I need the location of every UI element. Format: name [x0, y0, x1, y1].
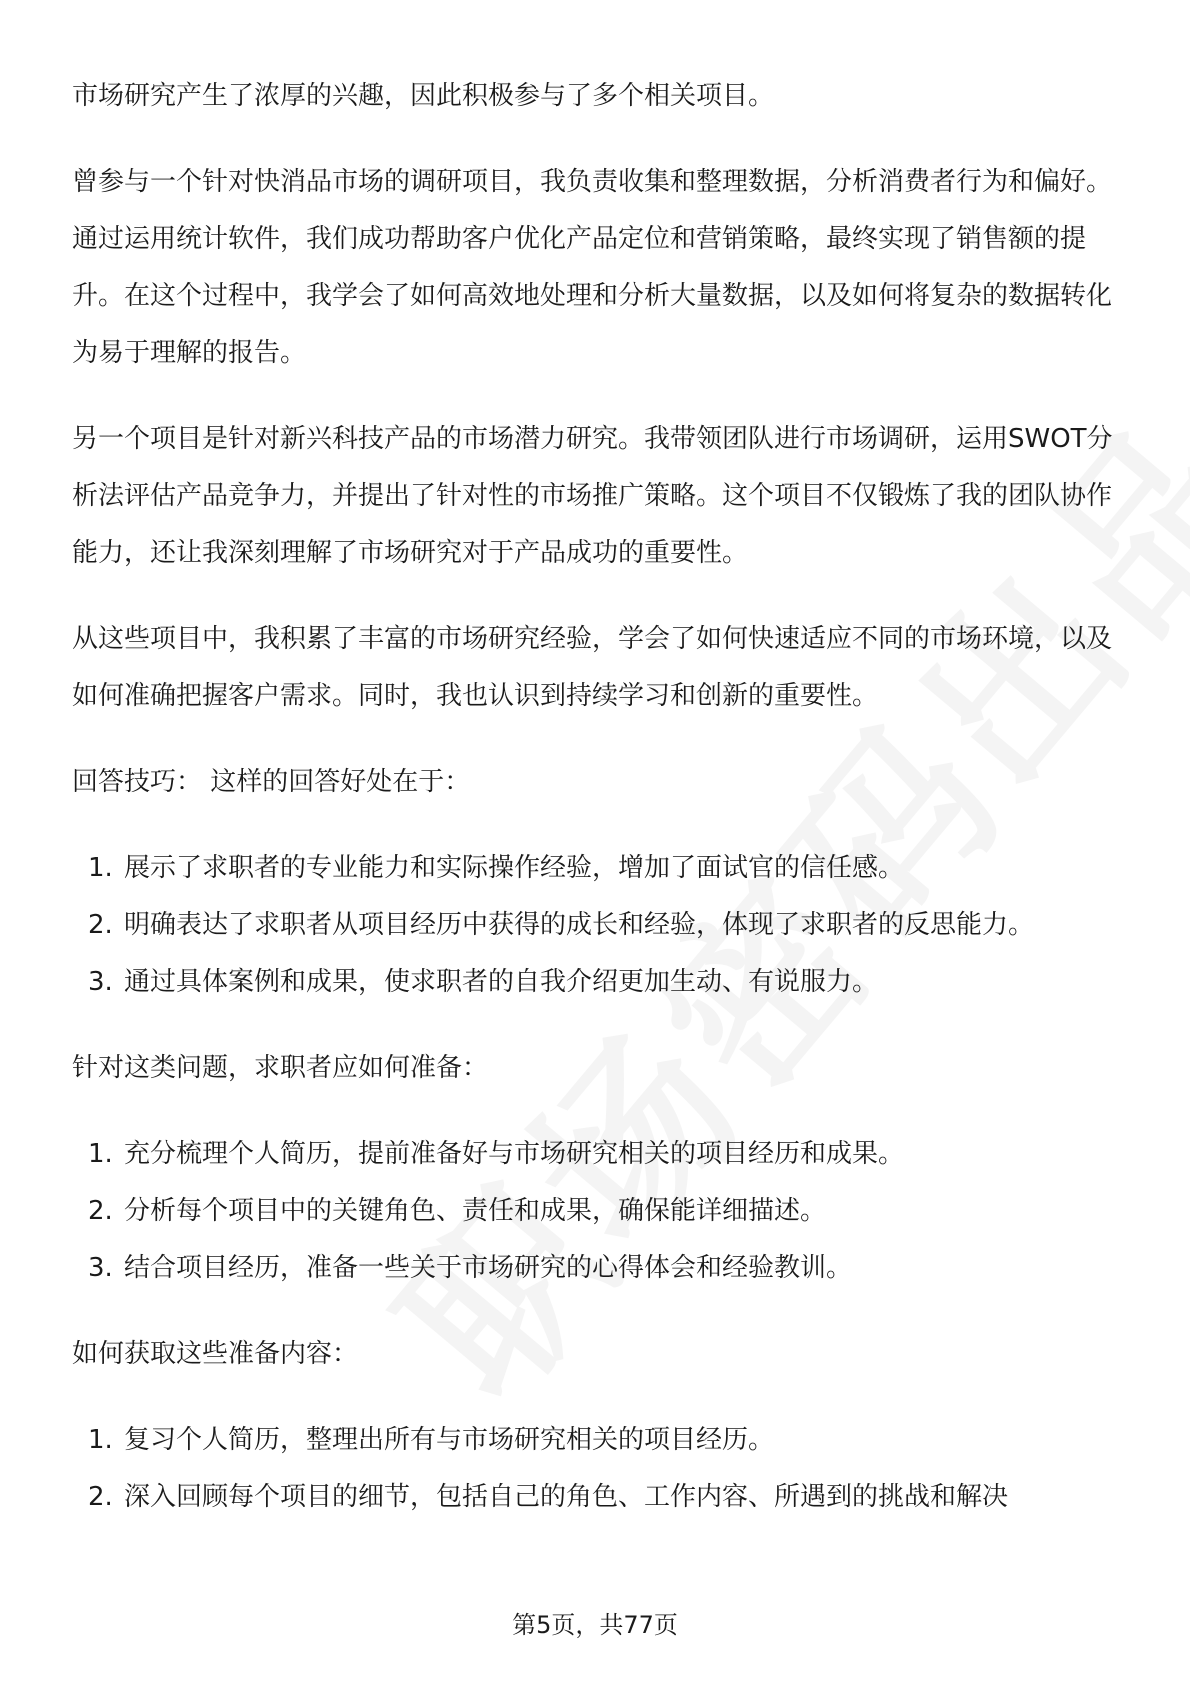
- list-item: [72, 1240, 1122, 1297]
- list-item: [72, 954, 1122, 1011]
- list-number: 2.: [88, 1196, 113, 1226]
- list-item-text: 深入回顾每个项目的细节，包括自己的角色、工作内容、所遇到的挑战和解决: [124, 1482, 1009, 1512]
- list-number: 3.: [88, 1253, 113, 1283]
- list-item-text: 结合项目经历，准备一些关于市场研究的心得体会和经验教训。: [124, 1253, 853, 1283]
- list-number: 2.: [88, 910, 113, 940]
- list-item-text: 展示了求职者的专业能力和实际操作经验，增加了面试官的信任感。: [124, 853, 905, 883]
- list-item: [72, 1126, 1122, 1183]
- document-body: [72, 68, 1122, 1526]
- list-number: 2.: [88, 1482, 113, 1512]
- list-item: [72, 1469, 1122, 1526]
- list-item-text: 复习个人简历，整理出所有与市场研究相关的项目经历。: [124, 1425, 775, 1455]
- paragraph-summary: 从这些项目中，我积累了丰富的市场研究经验，学会了如何快速适应不同的市场环境，以及如何准确把握客户需求。同时，我也认识到持续学习和创新的重要性。: [72, 624, 1113, 711]
- list-item: [72, 840, 1122, 897]
- list-item-text: 明确表达了求职者从项目经历中获得的成长和经验，体现了求职者的反思能力。: [124, 910, 1035, 940]
- list-item: [72, 1412, 1122, 1469]
- page-number-footer: 第5页，共77页: [512, 1611, 678, 1639]
- preparation-list: [72, 1126, 1122, 1297]
- list-item-text: 通过具体案例和成果，使求职者的自我介绍更加生动、有说服力。: [124, 967, 879, 997]
- list-item-text: 分析每个项目中的关键角色、责任和成果，确保能详细描述。: [124, 1196, 827, 1226]
- list-number: 1.: [88, 853, 113, 883]
- how-to-obtain-list: [72, 1412, 1122, 1526]
- section-heading-preparation: 针对这类问题，求职者应如何准备：: [72, 1053, 489, 1083]
- list-item-text: 充分梳理个人简历，提前准备好与市场研究相关的项目经历和成果。: [124, 1139, 905, 1169]
- section-heading-answer-tips: 回答技巧： 这样的回答好处在于：: [72, 767, 471, 797]
- list-number: 1.: [88, 1139, 113, 1169]
- answer-tips-list: [72, 840, 1122, 1011]
- paragraph-project-1: 曾参与一个针对快消品市场的调研项目，我负责收集和整理数据，分析消费者行为和偏好。通过运用统计软件，我们成功帮助客户优化产品定位和营销策略，最终实现了销售额的提升。在这个过程中，我学会了如何高效地处理和分析大量数据，以及如何将复杂的数据转化为易于理解的报告。: [72, 167, 1113, 368]
- list-item: [72, 1183, 1122, 1240]
- paragraph-project-2: 另一个项目是针对新兴科技产品的市场潜力研究。我带领团队进行市场调研，运用SWOT分析法评估产品竞争力，并提出了针对性的市场推广策略。这个项目不仅锻炼了我的团队协作能力，还让我深刻理解了市场研究对于产品成功的重要性。: [72, 424, 1113, 568]
- paragraph-intro: 市场研究产生了浓厚的兴趣，因此积极参与了多个相关项目。: [72, 81, 775, 111]
- list-item: [72, 897, 1122, 954]
- list-number: 1.: [88, 1425, 113, 1455]
- list-number: 3.: [88, 967, 113, 997]
- section-heading-how-to-obtain: 如何获取这些准备内容：: [72, 1339, 359, 1369]
